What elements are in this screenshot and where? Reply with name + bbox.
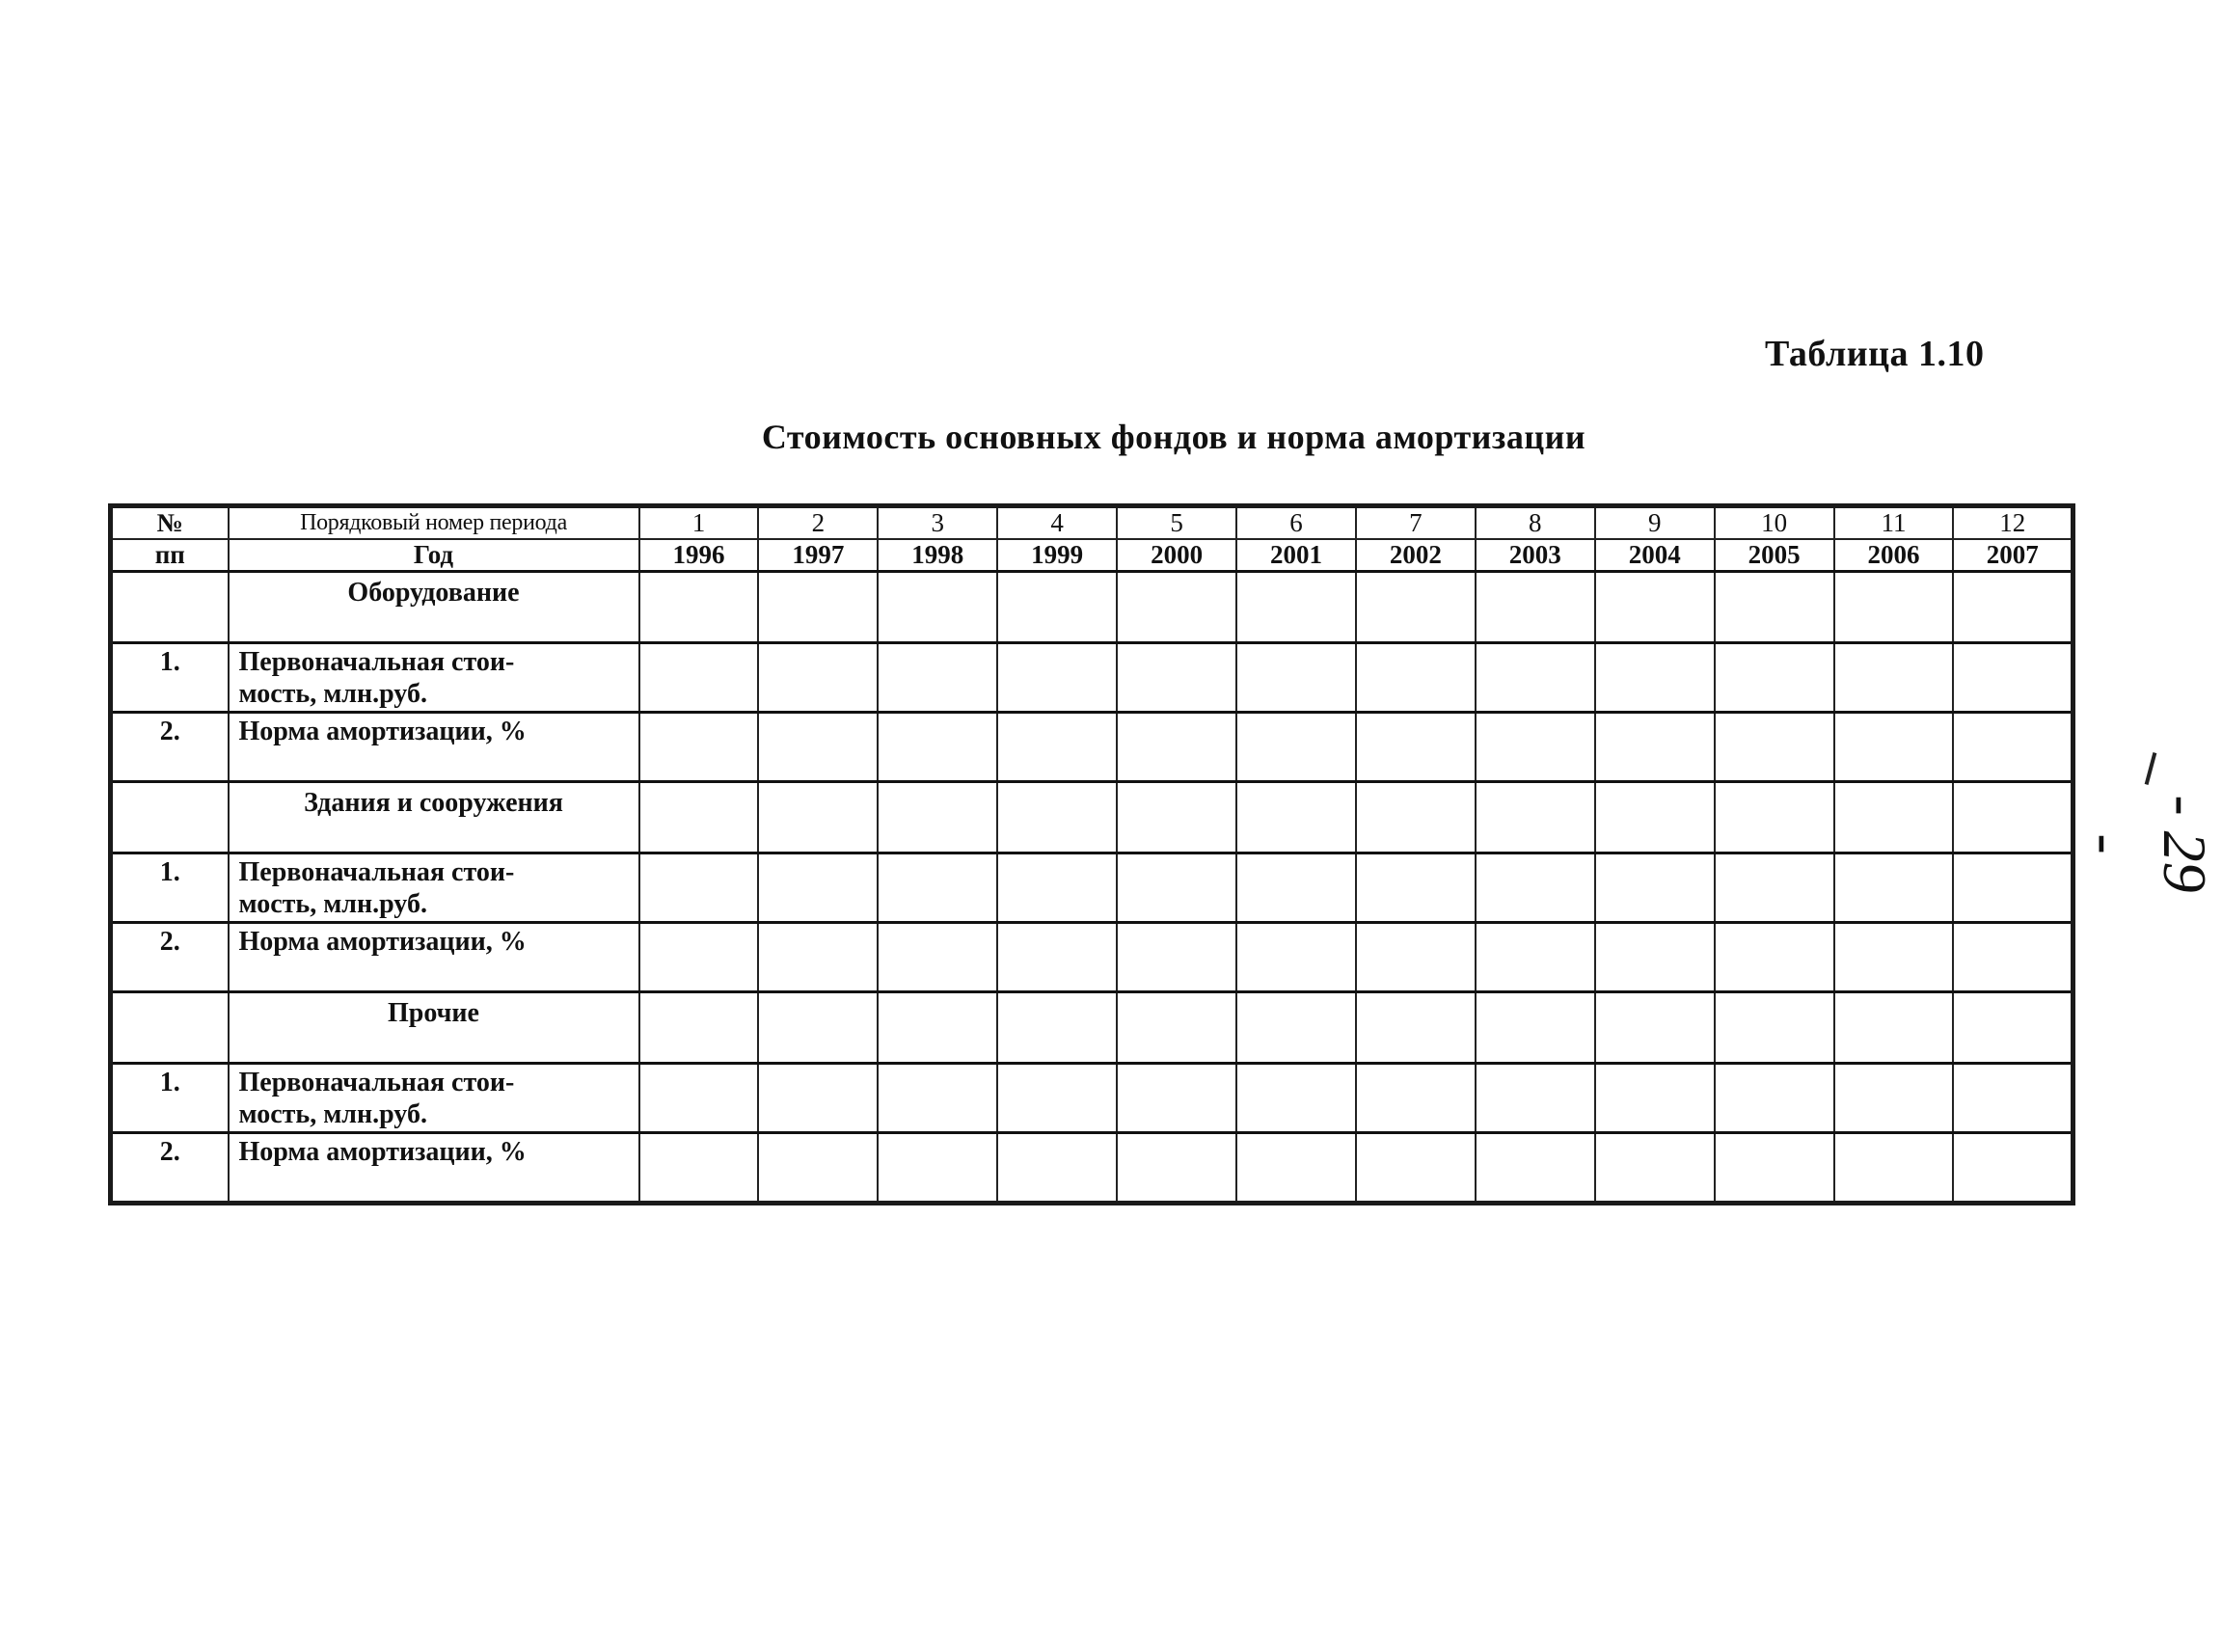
section-row [111, 992, 2073, 1064]
period-cell: 5 [1117, 506, 1236, 540]
year-cell: 2004 [1595, 539, 1715, 572]
value-cell[interactable] [1715, 992, 1834, 1064]
value-cell[interactable] [1236, 1133, 1356, 1204]
period-cell: 3 [878, 506, 997, 540]
value-cell[interactable] [1595, 992, 1715, 1064]
value-cell[interactable] [639, 782, 759, 853]
value-cell[interactable] [997, 992, 1117, 1064]
value-cell[interactable] [1953, 713, 2073, 782]
value-cell[interactable] [1953, 992, 2073, 1064]
row-label-line-2: мость, млн.руб. [238, 1099, 427, 1129]
section-num-cell [111, 992, 229, 1064]
value-cell[interactable] [758, 572, 878, 643]
row-label [229, 713, 639, 782]
value-cell[interactable] [1236, 713, 1356, 782]
value-cell[interactable] [1117, 572, 1236, 643]
value-cell[interactable] [1476, 853, 1595, 923]
page-number-dash [2145, 752, 2157, 785]
value-cell[interactable] [1356, 992, 1476, 1064]
value-cell[interactable] [1117, 643, 1236, 713]
row-label-line-1: Норма амортизации, % [238, 927, 527, 957]
value-cell[interactable] [1834, 1133, 1954, 1204]
header-num-bottom: пп [111, 539, 229, 572]
value-cell[interactable] [878, 923, 997, 992]
value-cell[interactable] [878, 992, 997, 1064]
period-cell: 11 [1834, 506, 1954, 540]
value-cell[interactable] [1595, 923, 1715, 992]
value-cell[interactable] [1236, 992, 1356, 1064]
value-cell[interactable] [758, 782, 878, 853]
value-cell[interactable] [878, 853, 997, 923]
value-cell[interactable] [1595, 643, 1715, 713]
row-label [229, 923, 639, 992]
value-cell[interactable] [1715, 782, 1834, 853]
value-cell[interactable] [639, 992, 759, 1064]
value-cell[interactable] [639, 1064, 759, 1133]
value-cell[interactable] [1834, 782, 1954, 853]
value-cell[interactable] [758, 853, 878, 923]
value-cell[interactable] [639, 643, 759, 713]
value-cell[interactable] [1476, 572, 1595, 643]
year-cell: 1997 [758, 539, 878, 572]
value-cell[interactable] [758, 643, 878, 713]
table-label: Таблица 1.10 [1765, 334, 1985, 374]
value-cell[interactable] [1476, 1064, 1595, 1133]
section-row [111, 782, 2073, 853]
value-cell[interactable] [1953, 1064, 2073, 1133]
table-row [111, 713, 2073, 782]
value-cell[interactable] [1715, 853, 1834, 923]
value-cell[interactable] [1356, 923, 1476, 992]
value-cell[interactable] [997, 713, 1117, 782]
period-cell: 12 [1953, 506, 2073, 540]
row-label [229, 853, 639, 923]
value-cell[interactable] [878, 643, 997, 713]
value-cell[interactable] [878, 1133, 997, 1204]
value-cell[interactable] [1117, 1133, 1236, 1204]
value-cell[interactable] [639, 572, 759, 643]
value-cell[interactable] [1236, 782, 1356, 853]
value-cell[interactable] [1236, 572, 1356, 643]
value-cell[interactable] [1476, 923, 1595, 992]
header-row-years [111, 539, 2073, 572]
value-cell[interactable] [758, 992, 878, 1064]
value-cell[interactable] [878, 782, 997, 853]
value-cell[interactable] [1834, 992, 1954, 1064]
value-cell[interactable] [878, 1064, 997, 1133]
row-label [229, 1133, 639, 1204]
value-cell[interactable] [1236, 643, 1356, 713]
row-number: 2. [111, 923, 229, 992]
value-cell[interactable] [1595, 713, 1715, 782]
period-cell: 1 [639, 506, 759, 540]
value-cell[interactable] [1117, 782, 1236, 853]
value-cell[interactable] [1834, 1064, 1954, 1133]
value-cell[interactable] [639, 713, 759, 782]
value-cell[interactable] [1953, 572, 2073, 643]
value-cell[interactable] [997, 923, 1117, 992]
year-cell: 2000 [1117, 539, 1236, 572]
period-cell: 8 [1476, 506, 1595, 540]
header-year-label: Год [229, 539, 639, 572]
period-cell: 6 [1236, 506, 1356, 540]
row-number: 1. [111, 1064, 229, 1133]
value-cell[interactable] [1595, 853, 1715, 923]
row-label-line-1: Первоначальная стои- [238, 857, 515, 887]
value-cell[interactable] [1236, 853, 1356, 923]
row-number: 2. [111, 713, 229, 782]
year-cell: 1998 [878, 539, 997, 572]
value-cell[interactable] [1953, 782, 2073, 853]
value-cell[interactable] [1476, 782, 1595, 853]
value-cell[interactable] [997, 572, 1117, 643]
period-cell: 7 [1356, 506, 1476, 540]
year-cell: 2007 [1953, 539, 2073, 572]
value-cell[interactable] [1356, 853, 1476, 923]
value-cell[interactable] [1476, 713, 1595, 782]
value-cell[interactable] [1715, 713, 1834, 782]
header-num-top: № [111, 506, 229, 540]
value-cell[interactable] [758, 713, 878, 782]
row-label-line-2: мость, млн.руб. [238, 889, 427, 919]
value-cell[interactable] [997, 1064, 1117, 1133]
table-row [111, 1133, 2073, 1204]
value-cell[interactable] [997, 782, 1117, 853]
value-cell[interactable] [1953, 1133, 2073, 1204]
value-cell[interactable] [758, 923, 878, 992]
value-cell[interactable] [1117, 923, 1236, 992]
value-cell[interactable] [1953, 643, 2073, 713]
header-period-label: Порядковый номер периода [229, 506, 639, 540]
value-cell[interactable] [1834, 572, 1954, 643]
row-label [229, 1064, 639, 1133]
row-label-line-1: Норма амортизации, % [238, 1137, 527, 1167]
row-label [229, 643, 639, 713]
row-number: 1. [111, 643, 229, 713]
section-title: Оборудование [229, 572, 639, 643]
value-cell[interactable] [1356, 572, 1476, 643]
value-cell[interactable] [758, 1133, 878, 1204]
value-cell[interactable] [1356, 643, 1476, 713]
value-cell[interactable] [1715, 923, 1834, 992]
value-cell[interactable] [758, 1064, 878, 1133]
value-cell[interactable] [1117, 992, 1236, 1064]
row-label-line-1: Норма амортизации, % [238, 717, 527, 746]
value-cell[interactable] [1953, 923, 2073, 992]
year-cell: 2002 [1356, 539, 1476, 572]
value-cell[interactable] [1595, 782, 1715, 853]
section-title: Прочие [229, 992, 639, 1064]
value-cell[interactable] [639, 1133, 759, 1204]
value-cell[interactable] [639, 923, 759, 992]
value-cell[interactable] [1834, 713, 1954, 782]
row-label-line-2: мость, млн.руб. [238, 679, 427, 709]
value-cell[interactable] [997, 853, 1117, 923]
section-title: Здания и сооружения [229, 782, 639, 853]
value-cell[interactable] [1834, 853, 1954, 923]
value-cell[interactable] [1476, 992, 1595, 1064]
value-cell[interactable] [1356, 782, 1476, 853]
value-cell[interactable] [1595, 1064, 1715, 1133]
value-cell[interactable] [997, 1133, 1117, 1204]
value-cell[interactable] [1236, 923, 1356, 992]
row-number: 2. [111, 1133, 229, 1204]
page-number: - 29 - [2073, 795, 2219, 893]
table-row [111, 923, 2073, 992]
table-row [111, 853, 2073, 923]
value-cell[interactable] [1476, 643, 1595, 713]
section-num-cell [111, 572, 229, 643]
period-cell: 10 [1715, 506, 1834, 540]
value-cell[interactable] [878, 713, 997, 782]
year-cell: 1996 [639, 539, 759, 572]
year-cell: 2003 [1476, 539, 1595, 572]
row-label-line-1: Первоначальная стои- [238, 1068, 515, 1097]
year-cell: 2001 [1236, 539, 1356, 572]
value-cell[interactable] [1117, 1064, 1236, 1133]
value-cell[interactable] [1595, 1133, 1715, 1204]
value-cell[interactable] [1595, 572, 1715, 643]
header-row-periods [111, 506, 2073, 540]
value-cell[interactable] [1236, 1064, 1356, 1133]
value-cell[interactable] [1715, 643, 1834, 713]
value-cell[interactable] [1356, 1133, 1476, 1204]
value-cell[interactable] [1117, 853, 1236, 923]
section-num-cell [111, 782, 229, 853]
value-cell[interactable] [997, 643, 1117, 713]
period-cell: 2 [758, 506, 878, 540]
value-cell[interactable] [1834, 643, 1954, 713]
year-cell: 1999 [997, 539, 1117, 572]
value-cell[interactable] [1953, 853, 2073, 923]
period-cell: 4 [997, 506, 1117, 540]
value-cell[interactable] [1834, 923, 1954, 992]
section-row [111, 572, 2073, 643]
value-cell[interactable] [1476, 1133, 1595, 1204]
value-cell[interactable] [1117, 713, 1236, 782]
table-row [111, 1064, 2073, 1133]
year-cell: 2006 [1834, 539, 1954, 572]
year-cell: 2005 [1715, 539, 1834, 572]
value-cell[interactable] [1715, 572, 1834, 643]
value-cell[interactable] [639, 853, 759, 923]
table-row [111, 643, 2073, 713]
value-cell[interactable] [1356, 713, 1476, 782]
value-cell[interactable] [878, 572, 997, 643]
table-title: Стоимость основных фондов и норма амортизации [761, 418, 1586, 456]
fixed-assets-table [108, 503, 2075, 1205]
period-cell: 9 [1595, 506, 1715, 540]
value-cell[interactable] [1356, 1064, 1476, 1133]
row-label-line-1: Первоначальная стои- [238, 647, 515, 677]
value-cell[interactable] [1715, 1064, 1834, 1133]
value-cell[interactable] [1715, 1133, 1834, 1204]
row-number: 1. [111, 853, 229, 923]
